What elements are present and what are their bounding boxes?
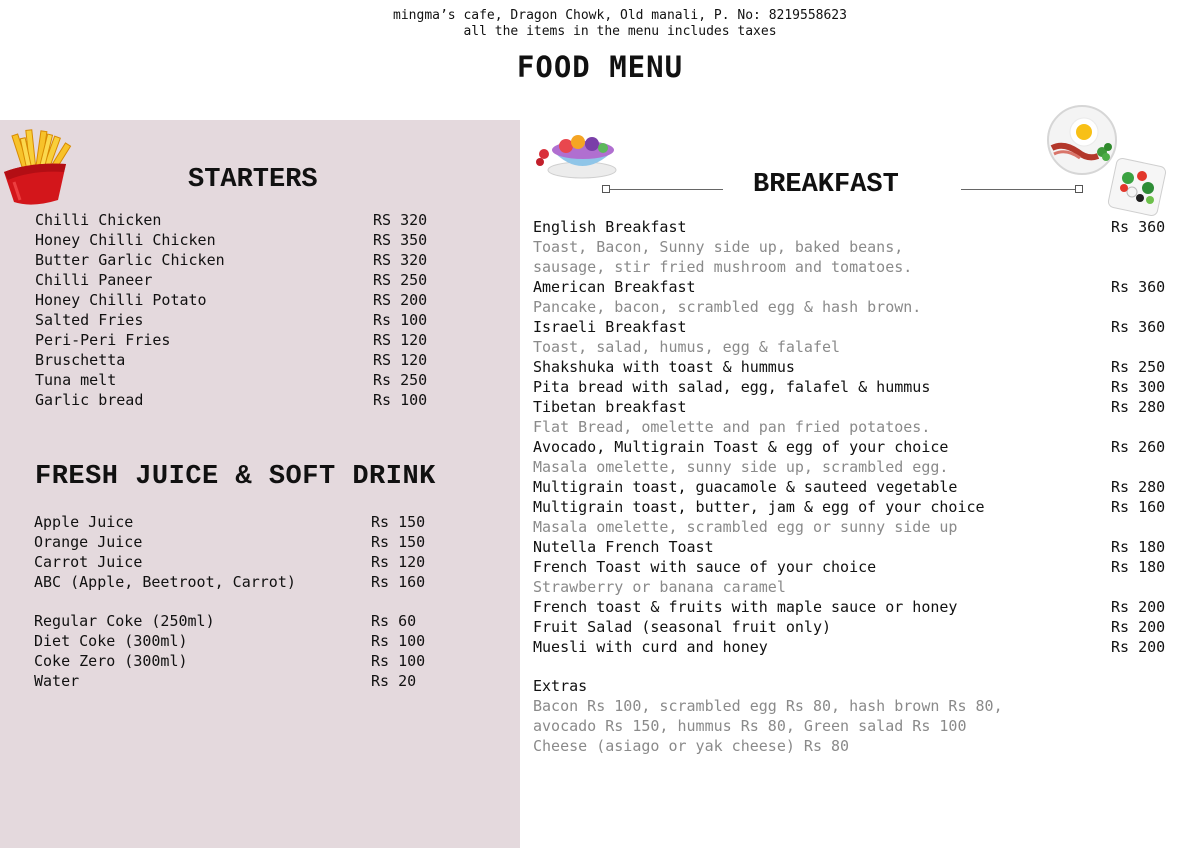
menu-item-description: Pancake, bacon, scrambled egg & hash brown.: [533, 298, 922, 316]
menu-item: [533, 377, 1183, 397]
menu-item-name: Chilli Paneer: [35, 271, 153, 289]
menu-item: [533, 437, 1183, 457]
menu-item-name: Diet Coke (300ml): [34, 632, 188, 650]
menu-item-name: Regular Coke (250ml): [34, 612, 215, 630]
drinks-title: FRESH JUICE & SOFT DRINK: [35, 462, 436, 492]
menu-item-name: Honey Chilli Potato: [35, 291, 207, 309]
menu-item: [533, 617, 1183, 637]
menu-item-price: Rs 280: [1111, 478, 1166, 496]
french-fries-icon: [0, 128, 82, 208]
menu-item-price: RS 200: [373, 291, 428, 309]
menu-item-name: ABC (Apple, Beetroot, Carrot): [34, 573, 296, 591]
menu-item-price: Rs 200: [1111, 638, 1166, 656]
menu-item-price: Rs 300: [1111, 378, 1166, 396]
menu-item-price: Rs 360: [1111, 218, 1166, 236]
menu-item-price: Rs 360: [1111, 318, 1166, 336]
menu-item: [35, 210, 455, 230]
menu-item: [35, 350, 455, 370]
menu-item: [34, 611, 454, 631]
menu-item-name: American Breakfast: [533, 278, 696, 296]
menu-item-description: Strawberry or banana caramel: [533, 578, 786, 596]
menu-item: [533, 497, 1183, 517]
menu-item-name: Multigrain toast, guacamole & sauteed vegetable: [533, 478, 958, 496]
breakfast-title-line-left-end: [602, 185, 610, 193]
menu-item-price: RS 120: [373, 351, 428, 369]
menu-item: [34, 552, 454, 572]
salad-bowl-icon: [1104, 154, 1170, 218]
cafe-info: mingma’s cafe, Dragon Chowk, Old manali, P. No: 8219558623: [393, 8, 847, 23]
menu-item-name: Avocado, Multigrain Toast & egg of your choice: [533, 438, 949, 456]
menu-item: [533, 597, 1183, 617]
menu-item-description: Toast, salad, humus, egg & falafel: [533, 338, 841, 356]
menu-item: [533, 397, 1183, 417]
menu-item: [533, 217, 1183, 237]
menu-item-price: Rs 200: [1111, 618, 1166, 636]
menu-item: [35, 330, 455, 350]
menu-item: [35, 270, 455, 290]
extras-line: Bacon Rs 100, scrambled egg Rs 80, hash brown Rs 80,: [533, 697, 1003, 715]
menu-item-name: Salted Fries: [35, 311, 144, 329]
menu-item-price: Rs 100: [371, 652, 426, 670]
menu-item-name: English Breakfast: [533, 218, 687, 236]
menu-item-price: Rs 180: [1111, 538, 1166, 556]
juice-list: [34, 512, 454, 592]
menu-item: [34, 671, 454, 691]
menu-item-name: Garlic bread: [35, 391, 144, 409]
menu-item-price: RS 120: [373, 331, 428, 349]
breakfast-title: BREAKFAST: [753, 170, 899, 200]
menu-item-price: Rs 120: [371, 553, 426, 571]
menu-item-price: Rs 180: [1111, 558, 1166, 576]
menu-item-price: Rs 360: [1111, 278, 1166, 296]
menu-item-description: Masala omelette, scrambled egg or sunny side up: [533, 518, 958, 536]
menu-item-price: RS 350: [373, 231, 428, 249]
breakfast-list: [533, 217, 1183, 657]
starters-list: [35, 210, 455, 410]
menu-item: [533, 357, 1183, 377]
menu-item: [34, 572, 454, 592]
extras-line: avocado Rs 150, hummus Rs 80, Green salad Rs 100: [533, 717, 967, 735]
menu-item: [533, 277, 1183, 297]
breakfast-title-line-right: [961, 189, 1077, 190]
menu-item-name: Tuna melt: [35, 371, 117, 389]
menu-item-price: Rs 150: [371, 513, 426, 531]
menu-item-name: Apple Juice: [34, 513, 134, 531]
menu-item-price: Rs 280: [1111, 398, 1166, 416]
header: [0, 8, 1200, 40]
menu-item-description: Masala omelette, sunny side up, scrambled egg.: [533, 458, 949, 476]
extras-section: [533, 676, 1183, 756]
menu-item-name: Pita bread with salad, egg, falafel & hummus: [533, 378, 931, 396]
menu-item-description: Flat Bread, omelette and pan fried potatoes.: [533, 418, 931, 436]
menu-item: [533, 317, 1183, 337]
menu-item-price: Rs 160: [371, 573, 426, 591]
menu-item-name: Tibetan breakfast: [533, 398, 687, 416]
menu-item: [34, 512, 454, 532]
menu-item-name: Muesli with curd and honey: [533, 638, 768, 656]
menu-item-name: Bruschetta: [35, 351, 126, 369]
menu-item-price: Rs 200: [1111, 598, 1166, 616]
menu-item-price: Rs 250: [1111, 358, 1166, 376]
menu-item-name: French toast & fruits with maple sauce or honey: [533, 598, 958, 616]
menu-item: [34, 651, 454, 671]
menu-item-name: Fruit Salad (seasonal fruit only): [533, 618, 832, 636]
page-title: FOOD MENU: [516, 50, 684, 84]
extras-title: Extras: [533, 677, 588, 695]
menu-item-name: Carrot Juice: [34, 553, 143, 571]
menu-item: [533, 477, 1183, 497]
menu-item-description: sausage, stir fried mushroom and tomatoes.: [533, 258, 913, 276]
menu-item-name: Butter Garlic Chicken: [35, 251, 225, 269]
menu-item: [35, 370, 455, 390]
menu-item-price: Rs 100: [371, 632, 426, 650]
tax-note: all the items in the menu includes taxes: [463, 24, 777, 39]
menu-item-name: Nutella French Toast: [533, 538, 714, 556]
menu-item-price: RS 320: [373, 211, 428, 229]
menu-item-price: Rs 160: [1111, 498, 1166, 516]
menu-item: [533, 537, 1183, 557]
menu-item-name: Orange Juice: [34, 533, 143, 551]
menu-item: [35, 230, 455, 250]
menu-item-description: Toast, Bacon, Sunny side up, baked beans,: [533, 238, 904, 256]
menu-item: [35, 310, 455, 330]
menu-item-name: French Toast with sauce of your choice: [533, 558, 877, 576]
menu-item: [34, 532, 454, 552]
menu-item-name: Israeli Breakfast: [533, 318, 687, 336]
menu-item-price: Rs 260: [1111, 438, 1166, 456]
menu-item: [35, 290, 455, 310]
menu-item-price: Rs 150: [371, 533, 426, 551]
menu-item-price: RS 250: [373, 271, 428, 289]
breakfast-title-line-right-end: [1075, 185, 1083, 193]
soft-drink-list: [34, 611, 454, 691]
menu-item: [35, 390, 455, 410]
menu-item-name: Water: [34, 672, 80, 690]
menu-item-name: Honey Chilli Chicken: [35, 231, 216, 249]
extras-line: Cheese (asiago or yak cheese) Rs 80: [533, 737, 850, 755]
starters-title: STARTERS: [188, 165, 318, 195]
menu-item: [533, 637, 1183, 657]
menu-item-price: Rs 60: [371, 612, 417, 630]
smoothie-bowl-icon: [534, 120, 620, 182]
breakfast-title-line-left: [607, 189, 723, 190]
menu-item: [35, 250, 455, 270]
menu-item-price: Rs 100: [373, 391, 428, 409]
menu-item-name: Multigrain toast, butter, jam & egg of your choice: [533, 498, 985, 516]
menu-item: [533, 557, 1183, 577]
menu-item-price: Rs 20: [371, 672, 417, 690]
menu-item-name: Chilli Chicken: [35, 211, 162, 229]
menu-item-name: Peri-Peri Fries: [35, 331, 171, 349]
menu-item-price: Rs 100: [373, 311, 428, 329]
menu-item-name: Shakshuka with toast & hummus: [533, 358, 795, 376]
menu-item-name: Coke Zero (300ml): [34, 652, 188, 670]
menu-item: [34, 631, 454, 651]
menu-item-price: Rs 250: [373, 371, 428, 389]
menu-item-price: RS 320: [373, 251, 428, 269]
